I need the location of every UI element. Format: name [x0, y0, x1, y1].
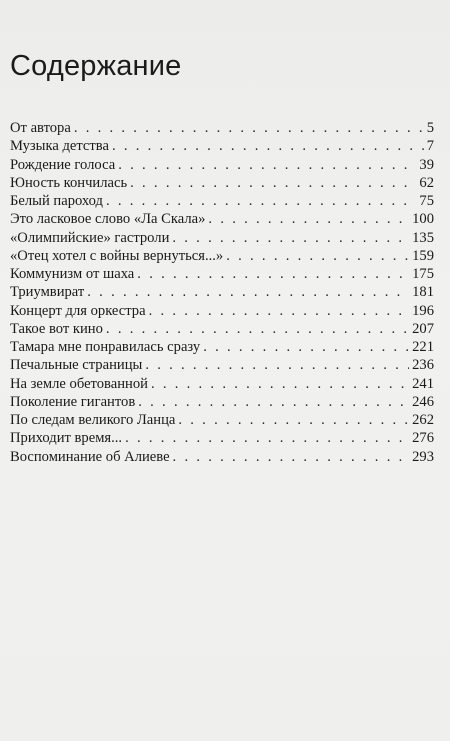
toc-entry-title: Тамара мне понравилась сразу	[10, 339, 201, 355]
toc-entry	[10, 320, 434, 338]
toc-entry	[10, 247, 434, 265]
dot-leader	[137, 265, 409, 283]
toc-entry	[10, 265, 434, 283]
toc-entry-title: Печальные страницы	[10, 357, 143, 374]
toc-entry-title: Воспоминание об Алиеве	[10, 448, 170, 465]
toc-entry	[10, 429, 434, 447]
toc-entry-page-number: 75	[419, 193, 434, 209]
dot-leader	[130, 174, 416, 192]
toc-entry-page-number: 159	[412, 247, 434, 264]
toc-entry-page-number: 241	[412, 375, 434, 392]
dot-leader	[125, 429, 409, 447]
page-title: Содержание	[10, 50, 182, 82]
toc-entry-title: Такое вот кино	[10, 320, 103, 337]
toc-entry-page-number: 5	[426, 120, 434, 136]
dot-leader	[118, 156, 416, 174]
toc-entry-title: По следам великого Ланца	[10, 412, 176, 428]
toc-entry-title: Рождение голоса	[10, 156, 116, 173]
dot-leader	[172, 229, 409, 247]
toc-entry-page-number: 62	[419, 174, 434, 191]
toc-entry	[10, 174, 434, 192]
toc-entry-title: Музыка детства	[10, 138, 109, 155]
toc-entry-title: «Отец хотел с войны вернуться...»	[10, 247, 224, 264]
toc-entry	[10, 210, 434, 228]
dot-leader	[208, 210, 409, 228]
toc-entry-page-number: 175	[412, 266, 434, 282]
toc-entry-page-number: 100	[412, 211, 434, 228]
dot-leader	[106, 320, 409, 338]
table-of-contents	[10, 119, 434, 466]
toc-entry-title: Белый пароход	[10, 193, 103, 209]
toc-entry	[10, 338, 434, 356]
toc-entry-page-number: 276	[412, 430, 434, 447]
toc-entry	[10, 356, 434, 374]
toc-entry-title: Триумвират	[10, 284, 85, 301]
dot-leader	[149, 302, 410, 320]
toc-entry-page-number: 196	[412, 302, 434, 319]
dot-leader	[138, 393, 409, 411]
toc-entry-page-number: 262	[412, 412, 434, 428]
dot-leader	[74, 119, 424, 137]
toc-entry-title: От автора	[10, 120, 71, 136]
toc-entry-title: «Олимпийские» гастроли	[10, 229, 170, 246]
toc-entry-page-number: 293	[412, 448, 434, 465]
dot-leader	[106, 192, 416, 210]
toc-entry-title: Это ласковое слово «Ла Скала»	[10, 211, 206, 228]
toc-entry-page-number: 181	[412, 284, 434, 301]
dot-leader	[112, 137, 424, 155]
dot-leader	[173, 448, 410, 466]
dot-leader	[178, 411, 409, 429]
toc-entry-page-number: 7	[426, 138, 434, 155]
toc-entry-title: Приходит время...	[10, 430, 123, 447]
toc-entry	[10, 283, 434, 301]
toc-entry-page-number: 207	[412, 320, 434, 337]
dot-leader	[203, 338, 409, 356]
toc-entry-page-number: 236	[412, 357, 434, 374]
toc-entry-title: На земле обетованной	[10, 375, 148, 392]
toc-entry-page-number: 221	[412, 339, 434, 355]
dot-leader	[145, 356, 409, 374]
toc-entry	[10, 137, 434, 155]
toc-entry	[10, 393, 434, 411]
toc-entry-title: Концерт для оркестра	[10, 302, 146, 319]
toc-entry	[10, 119, 434, 137]
toc-entry	[10, 411, 434, 429]
toc-entry-title: Юность кончилась	[10, 174, 128, 191]
toc-entry	[10, 302, 434, 320]
toc-entry	[10, 192, 434, 210]
dot-leader	[226, 247, 409, 265]
toc-entry-title: Коммунизм от шаха	[10, 266, 135, 282]
dot-leader	[151, 375, 409, 393]
dot-leader	[87, 283, 409, 301]
toc-entry-page-number: 39	[419, 156, 434, 173]
toc-entry-title: Поколение гигантов	[10, 393, 136, 410]
toc-entry	[10, 448, 434, 466]
toc-entry	[10, 375, 434, 393]
toc-entry-page-number: 135	[412, 229, 434, 246]
toc-entry-page-number: 246	[412, 393, 434, 410]
toc-entry	[10, 229, 434, 247]
toc-entry	[10, 156, 434, 174]
